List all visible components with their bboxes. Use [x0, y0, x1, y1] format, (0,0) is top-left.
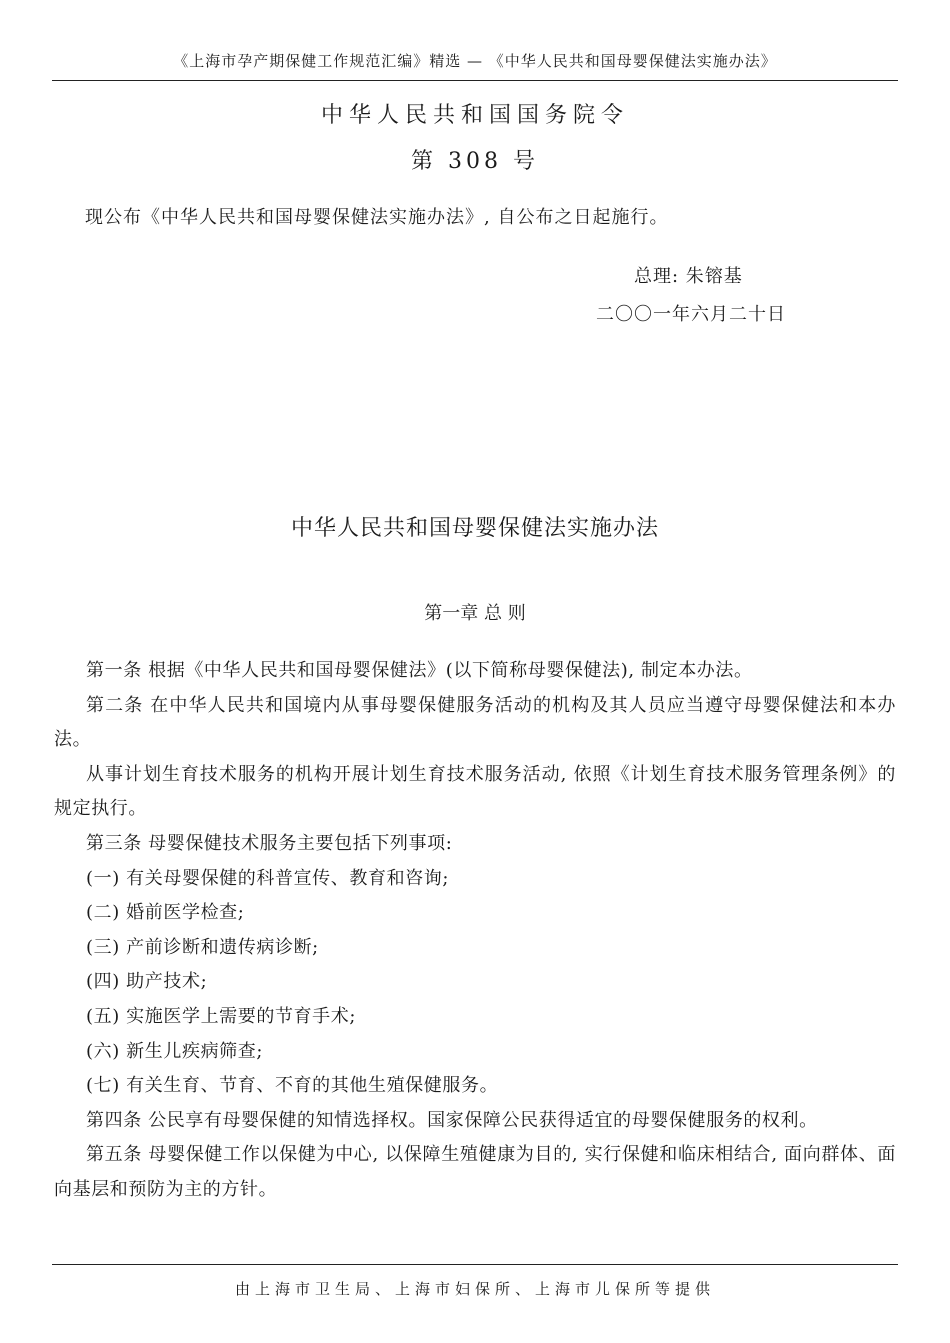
list-item: (四) 助产技术;	[86, 971, 208, 993]
article-4: 第四条 公民享有母婴保健的知情选择权。国家保障公民获得适宜的母婴保健服务的权利。	[86, 1109, 818, 1131]
announcement: 现公布《中华人民共和国母婴保健法实施办法》, 自公布之日起施行。	[85, 207, 669, 228]
article-3: 第三条 母婴保健技术服务主要包括下列事项:	[86, 832, 453, 854]
list-item: (五) 实施医学上需要的节育手术;	[86, 1005, 357, 1027]
article-2-paragraph-2: 从事计划生育技术服务的机构开展计划生育技术服务活动, 依照《计划生育技术服务管理条例》的规定执行。	[54, 763, 896, 820]
document-body	[54, 654, 896, 1208]
list-item: (一) 有关母婴保健的科普宣传、教育和咨询;	[86, 867, 450, 889]
list-item: (三) 产前诊断和遗传病诊断;	[86, 936, 319, 958]
issue-date: 二〇〇一年六月二十日	[596, 304, 786, 325]
order-number: 第 308 号	[411, 149, 539, 174]
footer-rule	[52, 1264, 898, 1265]
list-item: (七) 有关生育、节育、不育的其他生殖保健服务。	[86, 1075, 499, 1097]
order-title: 中华人民共和国国务院令	[320, 103, 629, 128]
article-1: 第一条 根据《中华人民共和国母婴保健法》(以下简称母婴保健法), 制定本办法。	[86, 660, 753, 681]
header-rule	[52, 80, 898, 81]
signatory: 总理: 朱镕基	[634, 266, 743, 287]
running-head: 《上海市孕产期保健工作规范汇编》精选 — 《中华人民共和国母婴保健法实施办法》	[173, 52, 777, 70]
footer-credit: 由上海市卫生局、上海市妇保所、上海市儿保所等提供	[234, 1280, 715, 1298]
article-5: 第五条 母婴保健工作以保健为中心, 以保障生殖健康为目的, 实行保健和临床相结合, 面向群体、面向基层和预防为主的方针。	[54, 1144, 896, 1200]
list-item: (六) 新生儿疾病筛查;	[86, 1040, 264, 1062]
document-title: 中华人民共和国母婴保健法实施办法	[290, 516, 659, 541]
list-item: (二) 婚前医学检查;	[86, 902, 245, 924]
chapter-heading: 第一章 总 则	[424, 603, 526, 624]
article-2: 第二条 在中华人民共和国境内从事母婴保健服务活动的机构及其人员应当遵守母婴保健法和本办法。	[54, 694, 896, 751]
